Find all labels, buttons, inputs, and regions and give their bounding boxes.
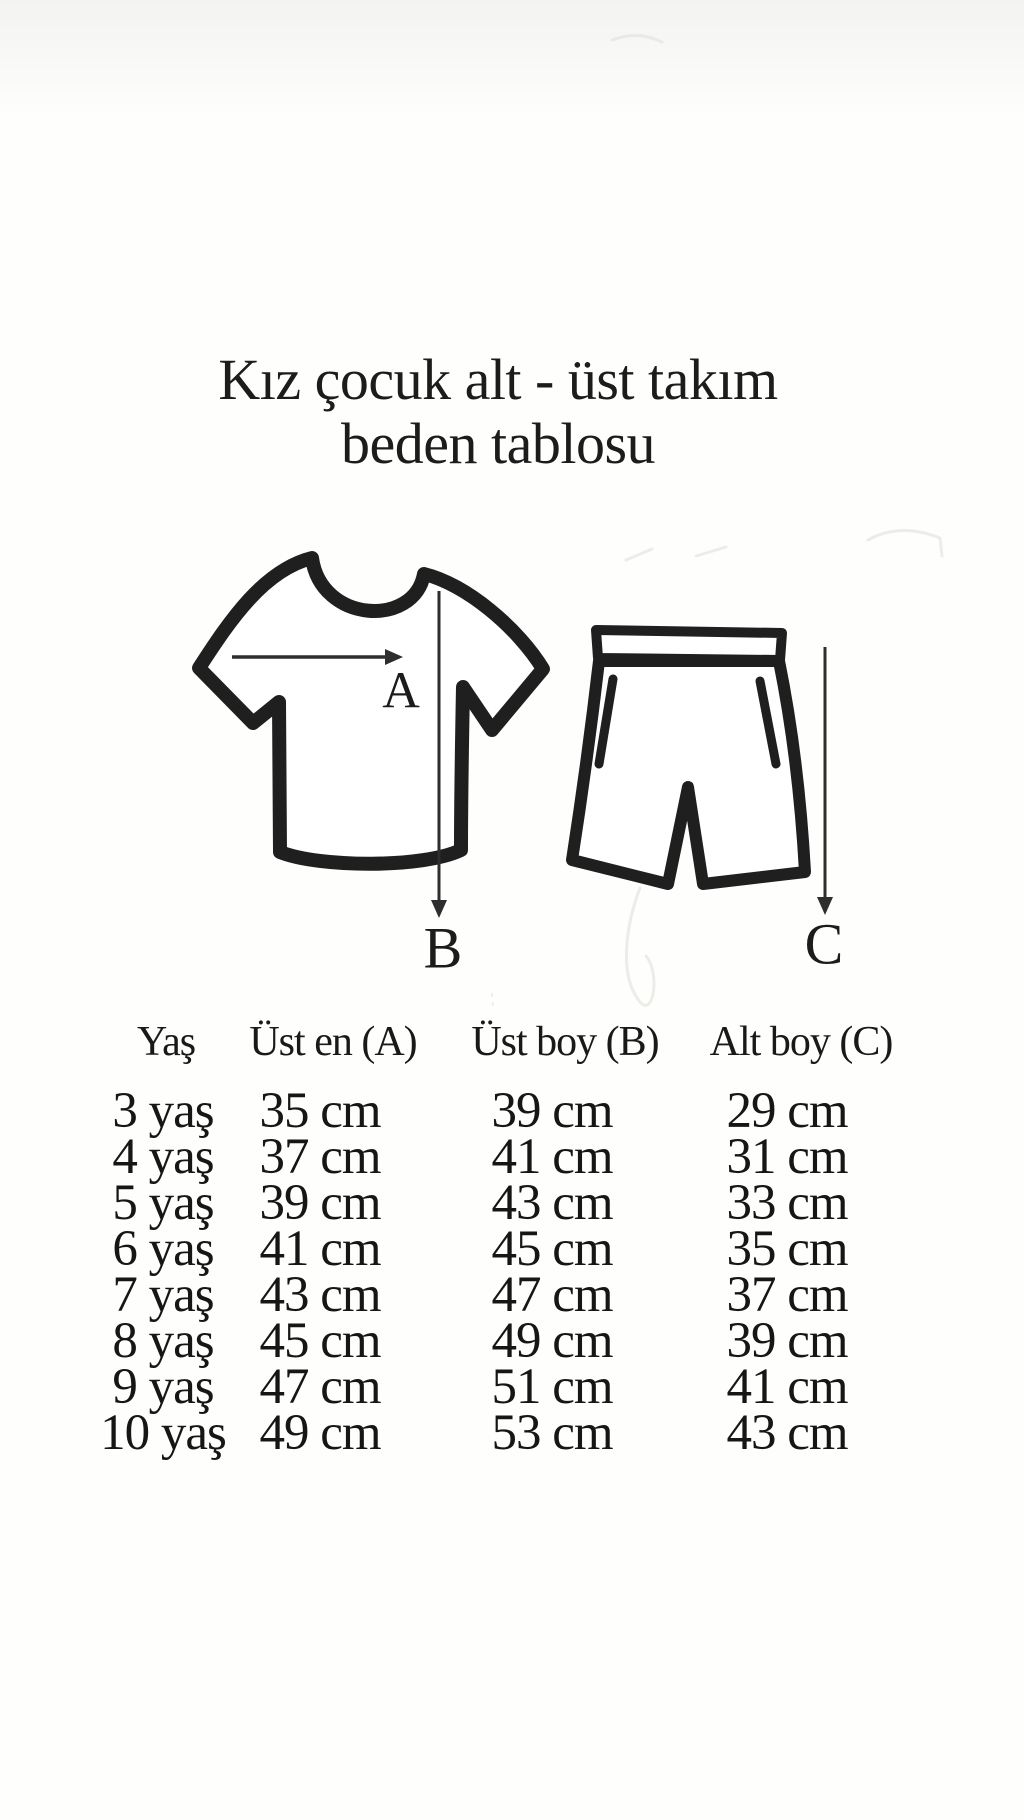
col-header-age: Yaş: [136, 1019, 196, 1065]
table-column-top-length: [442, 1083, 662, 1461]
bottom-length-cell: 33 cm: [726, 1175, 848, 1231]
bottom-length-cell: 31 cm: [726, 1129, 848, 1185]
bottom-length-cell: 43 cm: [726, 1405, 848, 1461]
top-length-cell: 51 cm: [491, 1359, 613, 1415]
measure-label-b: B: [423, 915, 463, 981]
bottom-length-cell: 37 cm: [726, 1267, 848, 1323]
age-cell: 8 yaş: [112, 1313, 214, 1369]
top-width-cell: 37 cm: [259, 1129, 381, 1185]
top-length-cell: 47 cm: [491, 1267, 613, 1323]
bottom-length-cell: 39 cm: [726, 1313, 848, 1369]
age-cell: 6 yaş: [112, 1221, 214, 1277]
top-length-cell: 45 cm: [491, 1221, 613, 1277]
age-cell: 4 yaş: [112, 1129, 214, 1185]
col-header-bottom-length: Alt boy (C): [709, 1019, 893, 1065]
bottom-length-cell: 41 cm: [726, 1359, 848, 1415]
shorts-waistband-path: [596, 630, 782, 660]
age-cell: 9 yaş: [112, 1359, 214, 1415]
measure-label-a: A: [382, 662, 420, 720]
top-width-cell: 35 cm: [259, 1083, 381, 1139]
top-width-cell: 47 cm: [259, 1359, 381, 1415]
page-title-line2: beden tablosu: [340, 411, 656, 476]
top-length-cell: 39 cm: [491, 1083, 613, 1139]
top-width-cell: 43 cm: [259, 1267, 381, 1323]
age-cell: 5 yaş: [112, 1175, 214, 1231]
tshirt-outline-path: [199, 558, 543, 864]
bottom-length-cell: 35 cm: [726, 1221, 848, 1277]
measure-label-c: C: [804, 911, 844, 977]
top-length-cell: 53 cm: [491, 1405, 613, 1461]
page-title-line1: Kız çocuk alt - üst takım: [218, 347, 778, 412]
col-header-top-width: Üst en (A): [249, 1019, 417, 1065]
top-length-cell: 49 cm: [491, 1313, 613, 1369]
top-length-cell: 41 cm: [491, 1129, 613, 1185]
top-length-cell: 43 cm: [491, 1175, 613, 1231]
table-column-bottom-length: [677, 1083, 897, 1461]
tshirt-icon: [199, 558, 543, 864]
length-arrow-c: [817, 647, 833, 915]
age-cell: 3 yaş: [112, 1083, 214, 1139]
top-width-cell: 39 cm: [259, 1175, 381, 1231]
shorts-icon: [572, 630, 805, 884]
table-column-top-width: [210, 1083, 430, 1461]
top-width-cell: 41 cm: [259, 1221, 381, 1277]
top-width-cell: 49 cm: [259, 1405, 381, 1461]
bottom-length-cell: 29 cm: [726, 1083, 848, 1139]
age-cell: 7 yaş: [112, 1267, 214, 1323]
age-cell: 10 yaş: [100, 1405, 226, 1461]
top-width-cell: 45 cm: [259, 1313, 381, 1369]
col-header-top-length: Üst boy (B): [471, 1019, 659, 1065]
